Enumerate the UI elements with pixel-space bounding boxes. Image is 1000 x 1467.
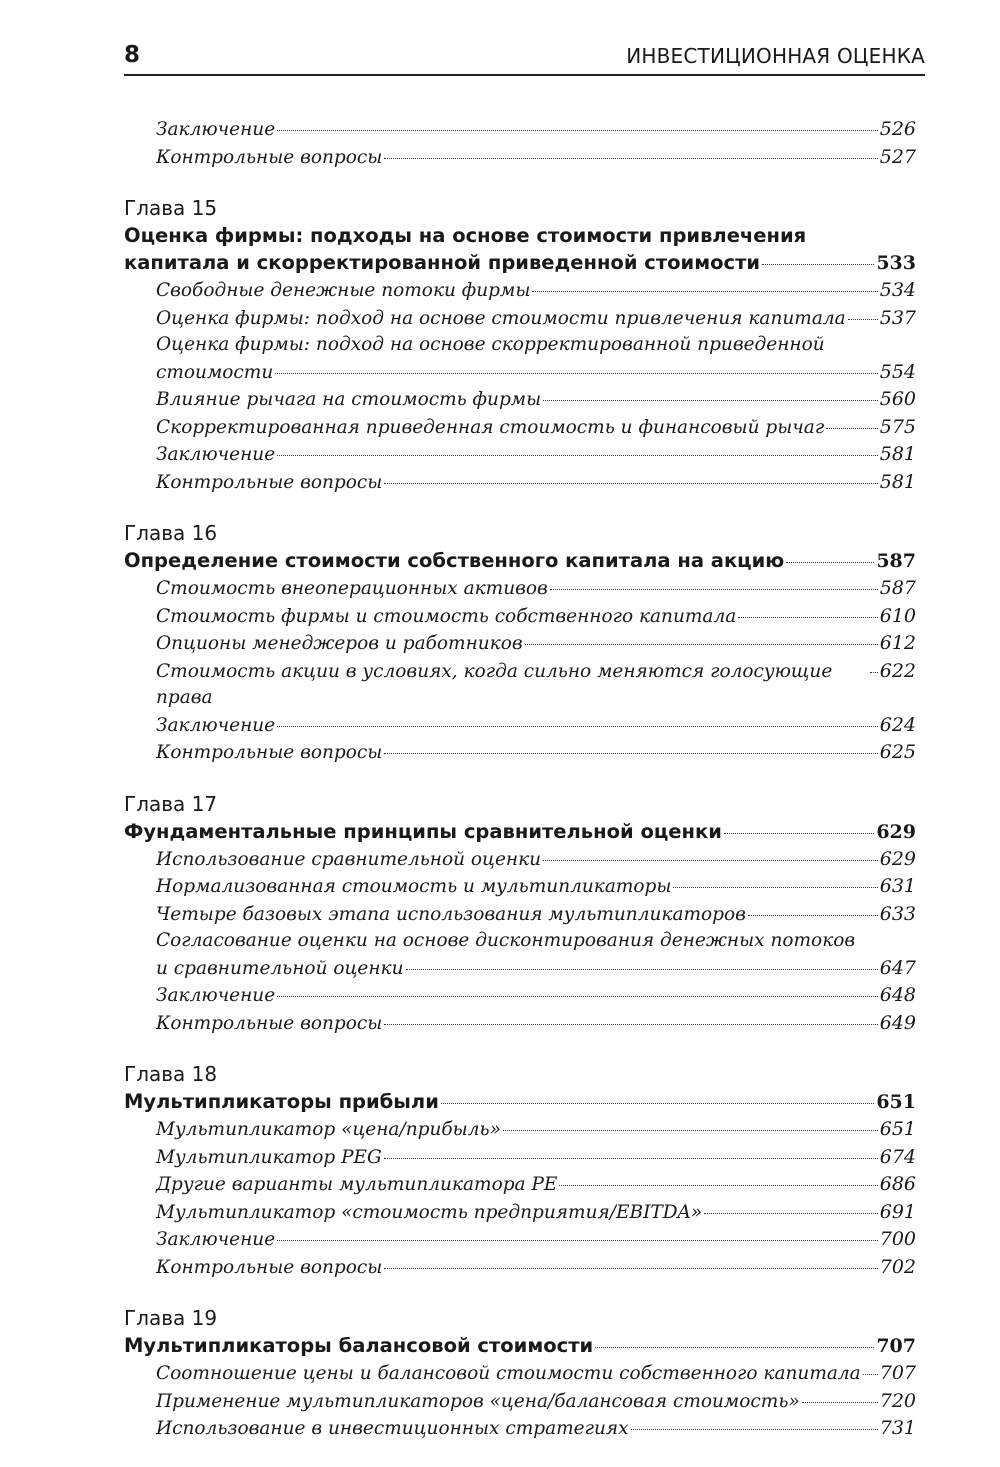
- chapter-title-entry[interactable]: [124, 249, 916, 277]
- entry-page: 581: [879, 470, 916, 493]
- entry-page: 534: [879, 279, 916, 301]
- dot-leader: [802, 1402, 878, 1403]
- entry-text: Мультипликатор «стоимость предприятия/EBITDA»: [156, 1201, 703, 1223]
- previous-chapter-tail: [124, 116, 916, 171]
- entry-page: 527: [879, 145, 916, 168]
- chapter-18: [124, 1061, 916, 1281]
- entry-page: 647: [879, 956, 916, 979]
- entry-page: 633: [879, 902, 916, 925]
- entry-page: 674: [879, 1145, 916, 1168]
- dot-leader: [762, 264, 874, 265]
- dot-leader: [673, 887, 877, 888]
- toc-entry[interactable]: [124, 1415, 916, 1443]
- toc-entry[interactable]: [124, 955, 916, 983]
- toc-entry[interactable]: [124, 1254, 916, 1282]
- toc-entry[interactable]: [124, 901, 916, 929]
- dot-leader: [543, 860, 878, 861]
- entry-page: 686: [879, 1173, 916, 1195]
- chapter-title-line[interactable]: Оценка фирмы: подходы на основе стоимости привлечения: [124, 224, 807, 247]
- dot-leader: [870, 672, 878, 673]
- chapter-title-text: Мультипликаторы прибыли: [124, 1090, 439, 1113]
- entry-page: 629: [876, 820, 916, 843]
- entry-text: Стоимость фирмы и стоимость собственного капитала: [156, 605, 737, 627]
- dot-leader: [559, 1185, 877, 1186]
- toc-entry[interactable]: [124, 1116, 916, 1144]
- entry-page: 587: [876, 550, 916, 572]
- toc-entry[interactable]: [124, 630, 916, 658]
- dot-leader: [550, 589, 878, 590]
- entry-text: Контрольные вопросы: [156, 146, 383, 168]
- entry-page: 610: [879, 604, 916, 627]
- dot-leader: [748, 915, 878, 916]
- entry-text: Использование в инвестиционных стратегиях: [156, 1418, 629, 1439]
- chapter-title-entry[interactable]: [124, 1332, 916, 1360]
- entry-text: Свободные денежные потоки фирмы: [156, 280, 531, 301]
- toc-entry[interactable]: [124, 386, 916, 414]
- chapter-15: [124, 195, 916, 496]
- toc-entry[interactable]: [124, 1010, 916, 1038]
- chapter-label: Глава 15: [124, 196, 218, 220]
- entry-page: 622: [879, 659, 916, 682]
- entry-text: Соотношение цены и балансовой стоимости собственного капитала: [156, 1363, 861, 1384]
- chapter-title-entry[interactable]: [124, 1088, 916, 1116]
- dot-leader: [631, 1429, 878, 1430]
- entry-page: 554: [879, 360, 916, 383]
- entry-page: 731: [879, 1417, 916, 1439]
- dot-leader: [277, 726, 878, 727]
- toc-entry[interactable]: [124, 1144, 916, 1172]
- entry-text: стоимости: [156, 361, 274, 383]
- entry-page: 526: [879, 118, 916, 140]
- entry-page: 587: [879, 577, 916, 599]
- dot-leader: [704, 1213, 878, 1214]
- toc-entry[interactable]: [124, 658, 916, 712]
- toc-entry[interactable]: [124, 414, 916, 442]
- toc-entry[interactable]: [124, 116, 916, 144]
- toc-entry[interactable]: [124, 603, 916, 631]
- dot-leader: [503, 1130, 878, 1131]
- chapter-title-text: капитала и скорректированной приведенной стоимости: [124, 251, 761, 274]
- toc-entry[interactable]: [124, 846, 916, 874]
- chapter-16: [124, 520, 916, 767]
- dot-leader: [275, 373, 877, 374]
- dot-leader: [595, 1347, 874, 1348]
- entry-text: Контрольные вопросы: [156, 471, 383, 493]
- chapter-19: [124, 1305, 916, 1443]
- dot-leader: [406, 969, 878, 970]
- chapter-title-entry[interactable]: [124, 547, 916, 575]
- chapter-17: [124, 791, 916, 1038]
- entry-page: 624: [879, 713, 916, 736]
- table-of-contents: [124, 116, 916, 1467]
- entry-text: Контрольные вопросы: [156, 742, 383, 763]
- entry-text: Заключение: [156, 985, 276, 1006]
- entry-text: Скорректированная приведенная стоимость и финансовый рычаг: [156, 416, 825, 438]
- entry-page: 651: [876, 1091, 916, 1113]
- dot-leader: [863, 1374, 878, 1375]
- toc-entry[interactable]: [124, 739, 916, 767]
- entry-page: 691: [879, 1200, 916, 1223]
- entry-text: Заключение: [156, 1229, 276, 1250]
- page-number: 8: [124, 42, 141, 68]
- entry-text: Влияние рычага на стоимость фирмы: [156, 389, 542, 410]
- dot-leader: [738, 617, 877, 618]
- entry-page: 720: [879, 1389, 916, 1412]
- entry-page: 533: [876, 252, 916, 274]
- entry-page: 707: [876, 1335, 916, 1357]
- entry-page: 648: [879, 984, 916, 1006]
- toc-entry[interactable]: [124, 1360, 916, 1388]
- running-title: ИНВЕСТИЦИОННАЯ ОЦЕНКА: [626, 44, 925, 68]
- entry-text: Стоимость акции в условиях, когда сильно меняются голосующие права: [156, 660, 833, 708]
- entry-page: 629: [879, 847, 916, 870]
- entry-page: 612: [879, 632, 916, 654]
- toc-entry[interactable]: [124, 277, 916, 305]
- entry-text: Нормализованная стоимость и мультипликаторы: [156, 876, 672, 897]
- toc-entry[interactable]: [124, 469, 916, 497]
- entry-page: 700: [879, 1228, 916, 1250]
- dot-leader: [277, 996, 878, 997]
- chapter-title-text: Мультипликаторы балансовой стоимости: [124, 1334, 594, 1357]
- entry-page: 537: [879, 306, 916, 329]
- entry-text: Оценка фирмы: подход на основе стоимости привлечения капитала: [156, 307, 846, 329]
- dot-leader: [532, 291, 877, 292]
- toc-entry[interactable]: [124, 1226, 916, 1254]
- entry-text: Мультипликатор PEG: [156, 1146, 382, 1168]
- chapter-title-text: Определение стоимости собственного капитала на акцию: [124, 549, 785, 572]
- entry-page: 575: [879, 415, 916, 438]
- toc-entry[interactable]: [124, 144, 916, 172]
- toc-entry[interactable]: [124, 441, 916, 469]
- dot-leader: [277, 1240, 878, 1241]
- page-header: [124, 38, 925, 76]
- chapter-label: Глава 19: [124, 1306, 218, 1330]
- entry-page: 702: [879, 1255, 916, 1278]
- entry-page: 625: [879, 741, 916, 763]
- toc-entry[interactable]: [124, 305, 916, 333]
- chapter-title-text: Фундаментальные принципы сравнительной оценки: [124, 819, 722, 843]
- dot-leader: [277, 455, 878, 456]
- entry-text: Заключение: [156, 714, 276, 736]
- dot-leader: [384, 158, 877, 159]
- entry-text: Мультипликатор «цена/прибыль»: [156, 1119, 501, 1140]
- dot-leader: [277, 130, 878, 131]
- entry-text: Опционы менеджеров и работников: [156, 633, 523, 654]
- toc-entry[interactable]: [124, 359, 916, 387]
- dot-leader: [441, 1103, 874, 1104]
- entry-text: и сравнительной оценки: [156, 957, 404, 979]
- entry-page: 651: [879, 1118, 916, 1140]
- entry-page: 560: [879, 388, 916, 410]
- dot-leader: [848, 319, 878, 320]
- dot-leader: [543, 400, 878, 401]
- dot-leader: [384, 753, 877, 754]
- toc-entry-first-line[interactable]: Оценка фирмы: подход на основе скорректированной приведенной: [156, 334, 825, 355]
- entry-text: Другие варианты мультипликатора PE: [156, 1174, 558, 1195]
- dot-leader: [384, 483, 877, 484]
- toc-entry[interactable]: [124, 1171, 916, 1199]
- dot-leader: [384, 1268, 877, 1269]
- toc-entry[interactable]: [124, 575, 916, 603]
- entry-page: 649: [879, 1011, 916, 1034]
- chapter-label: Глава 17: [124, 791, 218, 816]
- entry-page: 631: [879, 875, 916, 897]
- entry-text: Применение мультипликаторов «цена/балансовая стоимость»: [156, 1390, 800, 1412]
- toc-entry[interactable]: [124, 712, 916, 740]
- toc-entry[interactable]: [124, 1199, 916, 1227]
- entry-text: Четыре базовых этапа использования мультипликаторов: [156, 903, 746, 925]
- chapter-label: Глава 18: [124, 1062, 218, 1086]
- chapter-title-entry[interactable]: [124, 818, 916, 846]
- toc-entry[interactable]: [124, 873, 916, 901]
- entry-page: 581: [879, 443, 916, 465]
- dot-leader: [786, 562, 874, 563]
- toc-entry-first-line[interactable]: Согласование оценки на основе дисконтирования денежных потоков: [156, 930, 856, 951]
- entry-text: Заключение: [156, 119, 276, 140]
- dot-leader: [525, 644, 878, 645]
- entry-text: Контрольные вопросы: [156, 1012, 383, 1034]
- toc-entry[interactable]: [124, 1388, 916, 1416]
- entry-page: 707: [879, 1362, 916, 1384]
- entry-text: Заключение: [156, 444, 276, 465]
- dot-leader: [384, 1024, 877, 1025]
- dot-leader: [384, 1158, 878, 1159]
- entry-text: Контрольные вопросы: [156, 1256, 383, 1278]
- dot-leader: [826, 428, 878, 429]
- entry-text: Использование сравнительной оценки: [156, 848, 542, 870]
- dot-leader: [724, 833, 874, 834]
- chapter-label: Глава 16: [124, 521, 218, 545]
- entry-text: Стоимость внеоперационных активов: [156, 578, 548, 599]
- toc-entry[interactable]: [124, 982, 916, 1010]
